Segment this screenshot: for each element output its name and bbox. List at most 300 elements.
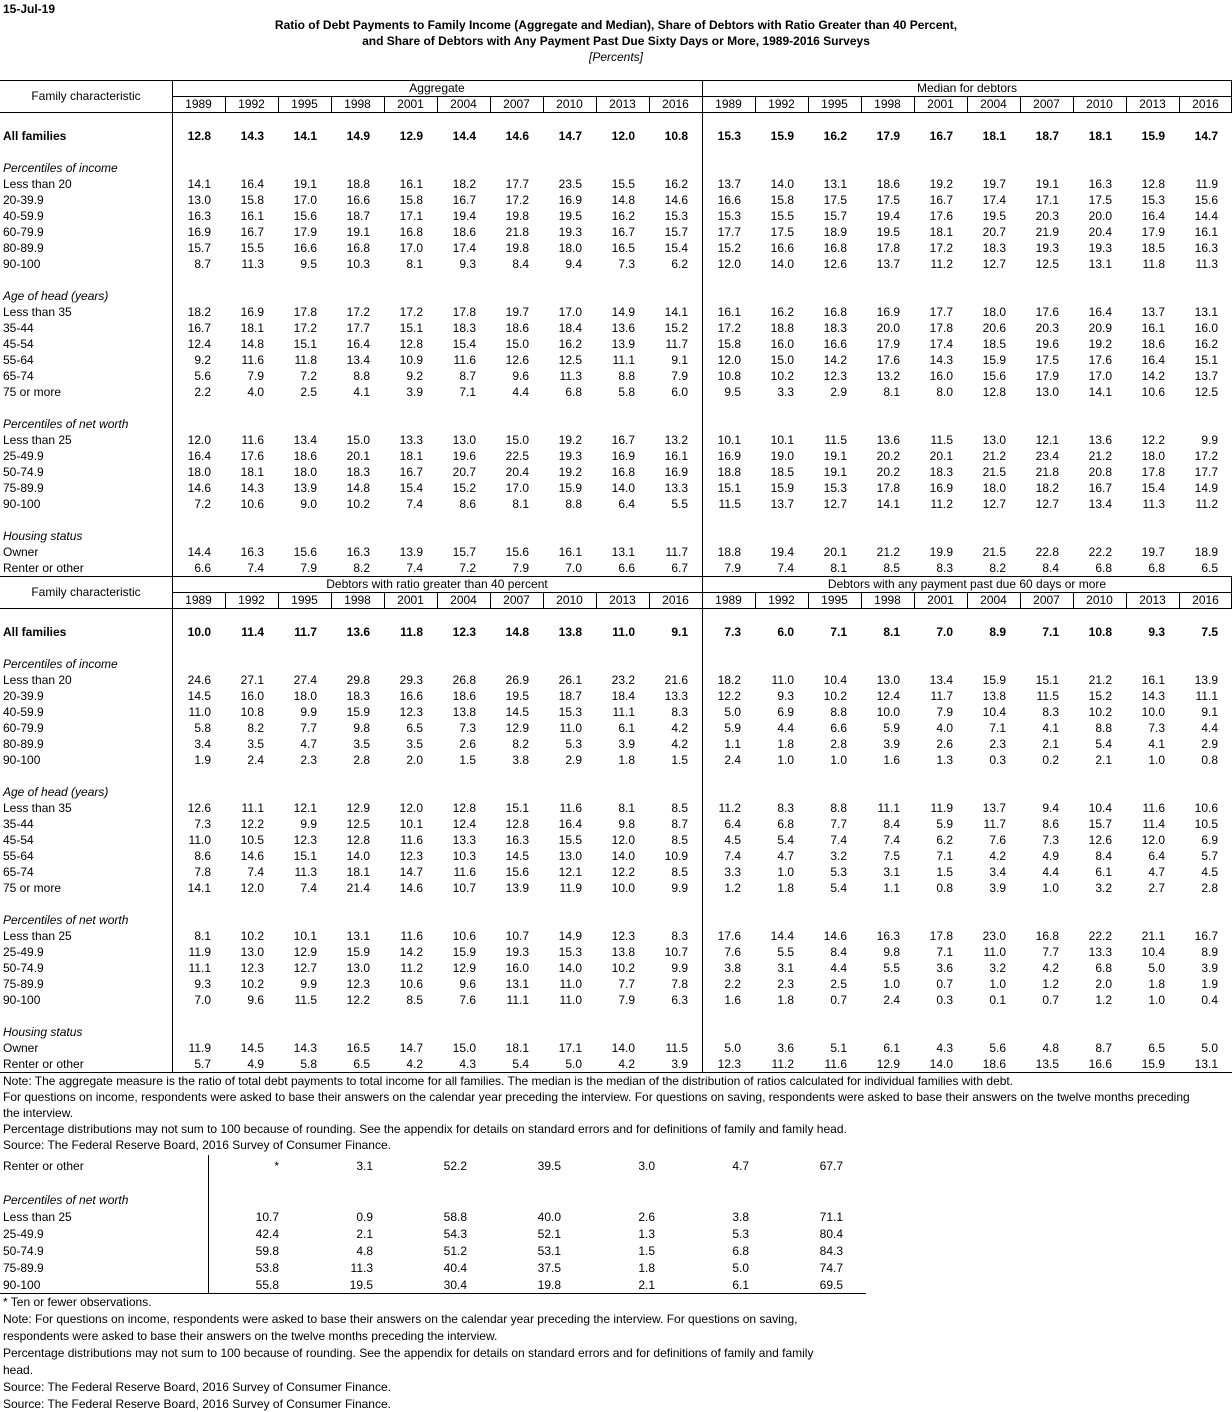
- data-cell: 12.1: [293, 801, 317, 815]
- data-cell: *: [274, 1159, 279, 1173]
- data-cell: 9.1: [1201, 705, 1218, 719]
- data-cell: 12.9: [876, 1057, 900, 1071]
- data-cell: 6.5: [1148, 1041, 1165, 1055]
- data-cell: 6.2: [936, 833, 953, 847]
- data-cell: 18.6: [1141, 337, 1165, 351]
- section-header: Housing status: [3, 1025, 83, 1039]
- data-cell: 13.7: [770, 497, 794, 511]
- data-cell: 2.9: [830, 385, 847, 399]
- data-cell: 19.1: [293, 177, 317, 191]
- year-header: 1992: [238, 97, 265, 111]
- data-cell: 18.8: [717, 465, 741, 479]
- data-cell: 19.3: [1035, 241, 1059, 255]
- data-cell: 8.5: [671, 801, 688, 815]
- data-cell: 4.2: [671, 721, 688, 735]
- data-cell: 19.8: [505, 209, 529, 223]
- data-cell: 12.0: [399, 801, 423, 815]
- data-cell: 27.4: [293, 673, 317, 687]
- data-cell: 8.1: [883, 385, 900, 399]
- data-cell: 1.2: [724, 881, 741, 895]
- data-cell: 15.5: [770, 209, 794, 223]
- year-header: 2016: [662, 97, 689, 111]
- data-cell: 3.5: [247, 737, 264, 751]
- row-label: 90-100: [3, 1278, 41, 1292]
- data-cell: 17.9: [293, 225, 317, 239]
- data-cell: 12.9: [452, 961, 476, 975]
- data-cell: 17.8: [452, 305, 476, 319]
- data-cell: 15.7: [452, 545, 476, 559]
- data-cell: 2.8: [1201, 881, 1218, 895]
- data-cell: 16.7: [929, 129, 953, 143]
- row-label: Less than 25: [3, 929, 72, 943]
- data-cell: 5.5: [671, 497, 688, 511]
- data-cell: 17.5: [1035, 353, 1059, 367]
- data-cell: 13.6: [876, 433, 900, 447]
- data-cell: 16.8: [611, 465, 635, 479]
- data-cell: 11.5: [294, 993, 317, 1007]
- data-cell: 8.2: [247, 721, 264, 735]
- data-cell: 21.2: [1088, 449, 1112, 463]
- data-cell: 14.4: [187, 545, 211, 559]
- year-header: 2016: [1192, 97, 1219, 111]
- data-cell: 18.8: [717, 545, 741, 559]
- data-cell: 1.1: [883, 881, 900, 895]
- data-cell: 4.7: [300, 737, 317, 751]
- data-cell: 16.0: [240, 689, 264, 703]
- data-cell: 14.7: [1194, 129, 1218, 143]
- data-cell: 16.3: [187, 209, 211, 223]
- data-cell: 3.9: [406, 385, 423, 399]
- data-cell: 8.9: [989, 625, 1006, 639]
- data-cell: 3.4: [194, 737, 211, 751]
- data-cell: 13.4: [346, 353, 370, 367]
- data-cell: 17.8: [929, 929, 953, 943]
- data-cell: 11.1: [612, 353, 635, 367]
- data-cell: 19.1: [346, 225, 370, 239]
- data-cell: 2.0: [1095, 977, 1112, 991]
- data-cell: 7.3: [724, 625, 741, 639]
- data-cell: 14.8: [611, 193, 635, 207]
- data-cell: 11.7: [983, 817, 1006, 831]
- data-cell: 8.8: [830, 801, 847, 815]
- data-cell: 12.2: [717, 689, 741, 703]
- data-cell: 6.1: [732, 1278, 749, 1292]
- data-cell: 13.0: [558, 849, 582, 863]
- data-cell: 6.8: [565, 385, 582, 399]
- data-cell: 7.9: [300, 561, 317, 575]
- data-cell: 14.0: [770, 177, 794, 191]
- data-cell: 19.8: [537, 1278, 561, 1292]
- data-cell: 18.1: [399, 449, 423, 463]
- data-cell: 10.6: [399, 977, 423, 991]
- data-cell: 21.5: [982, 545, 1006, 559]
- data-cell: 21.2: [982, 449, 1006, 463]
- footnote: Percentage distributions may not sum to 100 because of rounding. See the appendix for details on standard errors and for definitions of family and family head.: [3, 1122, 847, 1136]
- data-cell: 3.6: [936, 961, 953, 975]
- data-cell: 4.2: [618, 1057, 635, 1071]
- data-cell: 16.7: [240, 225, 264, 239]
- data-cell: 3.9: [618, 737, 635, 751]
- data-cell: 30.4: [443, 1278, 467, 1292]
- footnote: Source: The Federal Reserve Board, 2016 Survey of Consumer Finance.: [3, 1138, 391, 1152]
- data-cell: 19.5: [505, 689, 529, 703]
- data-cell: 14.2: [399, 945, 423, 959]
- data-cell: 16.8: [1035, 929, 1059, 943]
- data-cell: 3.9: [1201, 961, 1218, 975]
- data-cell: 22.5: [505, 449, 529, 463]
- data-cell: 1.0: [1148, 753, 1165, 767]
- data-cell: 8.6: [194, 849, 211, 863]
- data-cell: 12.4: [452, 817, 476, 831]
- data-cell: 17.2: [717, 321, 741, 335]
- data-cell: 7.9: [671, 369, 688, 383]
- data-cell: 19.3: [558, 449, 582, 463]
- data-cell: 11.8: [400, 625, 423, 639]
- data-cell: 14.7: [399, 865, 423, 879]
- data-cell: 18.3: [346, 465, 370, 479]
- data-cell: 13.4: [1088, 497, 1112, 511]
- table-title-line-1: Ratio of Debt Payments to Family Income (Aggregate and Median), Share of Debtors with Ratio Greater than 40 Percent,: [274, 18, 958, 32]
- data-cell: 12.3: [399, 849, 423, 863]
- data-cell: 18.3: [452, 321, 476, 335]
- data-cell: 21.9: [1035, 225, 1059, 239]
- data-cell: 19.3: [505, 945, 529, 959]
- data-cell: 11.5: [824, 433, 847, 447]
- data-cell: 2.9: [565, 753, 582, 767]
- row-label: Less than 20: [3, 673, 72, 687]
- data-cell: 14.5: [187, 689, 211, 703]
- data-cell: 4.4: [1201, 721, 1218, 735]
- data-cell: 4.1: [1148, 737, 1165, 751]
- data-cell: 11.3: [350, 1261, 373, 1275]
- data-cell: 16.2: [823, 129, 847, 143]
- data-cell: 1.5: [936, 865, 953, 879]
- row-label: 65-74: [3, 369, 34, 383]
- data-cell: 11.6: [400, 929, 423, 943]
- data-cell: 8.3: [671, 929, 688, 943]
- data-cell: 6.5: [1201, 561, 1218, 575]
- data-cell: 1.5: [638, 1244, 655, 1258]
- row-label: 90-100: [3, 257, 41, 271]
- data-cell: 10.2: [770, 369, 794, 383]
- data-cell: 11.8: [294, 353, 317, 367]
- data-cell: 16.4: [1141, 353, 1165, 367]
- data-cell: 20.1: [823, 545, 847, 559]
- year-header: 2007: [503, 97, 530, 111]
- data-cell: 10.4: [823, 673, 847, 687]
- data-cell: 0.2: [1042, 753, 1059, 767]
- data-cell: 6.4: [618, 497, 635, 511]
- year-header: 2007: [503, 593, 530, 607]
- data-cell: 17.1: [399, 209, 423, 223]
- data-cell: 5.0: [732, 1261, 749, 1275]
- data-cell: 18.6: [452, 225, 476, 239]
- data-cell: 6.6: [830, 721, 847, 735]
- data-cell: 51.2: [443, 1244, 467, 1258]
- data-cell: 12.2: [346, 993, 370, 1007]
- data-cell: 7.4: [406, 561, 423, 575]
- data-cell: 12.7: [823, 497, 847, 511]
- data-cell: 18.5: [982, 337, 1006, 351]
- data-cell: 14.8: [240, 337, 264, 351]
- data-cell: 11.0: [559, 721, 582, 735]
- data-cell: 19.0: [770, 449, 794, 463]
- data-cell: 9.2: [194, 353, 211, 367]
- data-cell: 11.0: [559, 993, 582, 1007]
- data-cell: 15.2: [1088, 689, 1112, 703]
- data-cell: 17.8: [876, 241, 900, 255]
- data-cell: 12.3: [611, 929, 635, 943]
- data-cell: 12.3: [346, 977, 370, 991]
- data-cell: 8.6: [459, 497, 476, 511]
- data-cell: 10.0: [187, 625, 211, 639]
- data-cell: 9.9: [671, 961, 688, 975]
- row-label: 45-54: [3, 337, 34, 351]
- data-cell: 9.5: [724, 385, 741, 399]
- data-cell: 8.2: [353, 561, 370, 575]
- data-cell: 11.6: [453, 353, 476, 367]
- data-cell: 11.6: [559, 801, 582, 815]
- data-cell: 20.0: [1088, 209, 1112, 223]
- data-cell: 12.0: [1141, 833, 1165, 847]
- data-cell: 13.2: [876, 369, 900, 383]
- data-cell: 10.3: [346, 257, 370, 271]
- data-cell: 4.9: [247, 1057, 264, 1071]
- footnote: Source: The Federal Reserve Board, 2016 Survey of Consumer Finance.: [3, 1397, 391, 1411]
- data-cell: 6.0: [671, 385, 688, 399]
- data-cell: 15.9: [346, 705, 370, 719]
- data-cell: 18.0: [293, 465, 317, 479]
- data-cell: 15.9: [982, 673, 1006, 687]
- data-cell: 6.1: [883, 1041, 900, 1055]
- data-cell: 14.6: [823, 929, 847, 943]
- data-cell: 10.7: [452, 881, 476, 895]
- section-header: Age of head (years): [3, 289, 109, 303]
- data-cell: 53.8: [255, 1261, 279, 1275]
- data-cell: 5.0: [565, 1057, 582, 1071]
- data-cell: 11.2: [771, 1057, 794, 1071]
- year-header: 2013: [1139, 593, 1166, 607]
- data-cell: 11.2: [930, 257, 953, 271]
- data-cell: 13.1: [505, 977, 529, 991]
- row-label: 55-64: [3, 849, 34, 863]
- data-cell: 8.4: [830, 945, 847, 959]
- data-cell: 15.4: [452, 337, 476, 351]
- row-label: Owner: [3, 1041, 39, 1055]
- data-cell: 14.3: [1141, 689, 1165, 703]
- data-cell: 1.5: [671, 753, 688, 767]
- data-cell: 19.2: [1088, 337, 1112, 351]
- data-cell: 15.0: [452, 1041, 476, 1055]
- data-cell: 13.1: [1088, 257, 1112, 271]
- data-cell: 2.4: [883, 993, 900, 1007]
- data-cell: 15.7: [664, 225, 688, 239]
- data-cell: 13.0: [876, 673, 900, 687]
- data-cell: 7.3: [618, 257, 635, 271]
- data-cell: 11.0: [188, 833, 211, 847]
- data-cell: 15.3: [823, 481, 847, 495]
- data-cell: 13.0: [452, 433, 476, 447]
- data-cell: 11.1: [241, 801, 264, 815]
- year-header: 2010: [1086, 593, 1113, 607]
- data-cell: 17.7: [505, 177, 529, 191]
- data-cell: 16.4: [1088, 305, 1112, 319]
- data-cell: 27.1: [240, 673, 264, 687]
- data-cell: 15.0: [346, 433, 370, 447]
- data-cell: 16.9: [611, 449, 635, 463]
- data-cell: 20.3: [1035, 321, 1059, 335]
- row-label: 40-59.9: [3, 209, 44, 223]
- data-cell: 14.1: [187, 177, 211, 191]
- data-cell: 24.6: [187, 673, 211, 687]
- year-header: 2004: [980, 97, 1007, 111]
- data-cell: 17.6: [1088, 353, 1112, 367]
- data-cell: 14.1: [187, 881, 211, 895]
- data-cell: 17.4: [452, 241, 476, 255]
- data-cell: 16.4: [346, 337, 370, 351]
- data-cell: 10.0: [876, 705, 900, 719]
- data-cell: 18.4: [558, 321, 582, 335]
- data-cell: 16.0: [1194, 321, 1218, 335]
- data-cell: 4.3: [459, 1057, 476, 1071]
- data-cell: 1.8: [777, 881, 794, 895]
- data-cell: 11.5: [930, 433, 953, 447]
- data-cell: 6.2: [671, 257, 688, 271]
- data-cell: 20.1: [346, 449, 370, 463]
- row-label: Less than 35: [3, 305, 72, 319]
- data-cell: 6.7: [671, 561, 688, 575]
- data-cell: 74.7: [819, 1261, 843, 1275]
- data-cell: 13.8: [452, 705, 476, 719]
- stub-header: Family characteristic: [31, 585, 141, 599]
- data-cell: 18.6: [876, 177, 900, 191]
- data-cell: 4.3: [936, 1041, 953, 1055]
- data-cell: 3.2: [830, 849, 847, 863]
- data-cell: 14.5: [505, 849, 529, 863]
- data-cell: 17.8: [1141, 465, 1165, 479]
- year-header: 2013: [1139, 97, 1166, 111]
- data-cell: 17.0: [505, 481, 529, 495]
- data-cell: 14.4: [452, 129, 476, 143]
- data-cell: 16.6: [770, 241, 794, 255]
- data-cell: 4.2: [989, 849, 1006, 863]
- data-cell: 14.1: [1088, 385, 1112, 399]
- data-cell: 18.0: [558, 241, 582, 255]
- data-cell: 15.9: [1141, 1057, 1165, 1071]
- data-cell: 3.5: [406, 737, 423, 751]
- data-cell: 15.1: [1194, 353, 1218, 367]
- data-cell: 10.2: [611, 961, 635, 975]
- data-cell: 1.5: [459, 753, 476, 767]
- row-label: 25-49.9: [3, 449, 44, 463]
- data-cell: 3.2: [1095, 881, 1112, 895]
- data-cell: 9.3: [1148, 625, 1165, 639]
- data-cell: 16.2: [770, 305, 794, 319]
- data-cell: 16.7: [399, 465, 423, 479]
- data-cell: 12.0: [717, 257, 741, 271]
- data-cell: 18.2: [452, 177, 476, 191]
- data-cell: 16.4: [240, 177, 264, 191]
- data-cell: 18.0: [187, 465, 211, 479]
- data-cell: 8.7: [1095, 1041, 1112, 1055]
- data-cell: 18.0: [982, 481, 1006, 495]
- data-cell: 11.5: [718, 497, 741, 511]
- data-cell: 1.8: [1148, 977, 1165, 991]
- column-group-header: Aggregate: [409, 81, 465, 95]
- year-header: 1998: [344, 97, 371, 111]
- data-cell: 11.7: [665, 545, 688, 559]
- data-cell: 52.1: [537, 1227, 561, 1241]
- data-cell: 18.7: [1035, 129, 1059, 143]
- data-cell: 11.1: [188, 961, 211, 975]
- data-cell: 14.3: [293, 1041, 317, 1055]
- data-cell: 7.6: [724, 945, 741, 959]
- data-cell: 6.9: [1201, 833, 1218, 847]
- data-cell: 5.9: [724, 721, 741, 735]
- rule-line: [0, 608, 1232, 609]
- data-cell: 16.6: [399, 689, 423, 703]
- data-cell: 2.3: [989, 737, 1006, 751]
- row-label: 25-49.9: [3, 1227, 44, 1241]
- data-cell: 14.7: [399, 1041, 423, 1055]
- data-cell: 12.3: [240, 961, 264, 975]
- data-cell: 14.6: [187, 481, 211, 495]
- data-cell: 14.3: [240, 481, 264, 495]
- data-cell: 17.0: [558, 305, 582, 319]
- data-cell: 11.1: [1195, 689, 1218, 703]
- data-cell: 11.6: [824, 1057, 847, 1071]
- data-cell: 2.1: [638, 1278, 655, 1292]
- data-cell: 11.4: [241, 625, 264, 639]
- footnote: For questions on income, respondents were asked to base their answers on the calendar year preceding the interview. For questions on saving, respondents were asked to base their answers on the twelve months preceding: [3, 1090, 1190, 1104]
- column-group-header: Debtors with ratio greater than 40 percent: [326, 577, 548, 591]
- row-label: Less than 25: [3, 433, 72, 447]
- data-cell: 16.0: [770, 337, 794, 351]
- data-cell: 16.2: [611, 209, 635, 223]
- data-cell: 8.2: [512, 737, 529, 751]
- data-cell: 15.1: [293, 337, 317, 351]
- data-cell: 6.6: [618, 561, 635, 575]
- data-cell: 15.3: [558, 705, 582, 719]
- data-cell: 16.4: [187, 449, 211, 463]
- row-label: Owner: [3, 545, 39, 559]
- data-cell: 58.8: [443, 1210, 467, 1224]
- data-cell: 18.4: [611, 689, 635, 703]
- data-cell: 29.3: [399, 673, 423, 687]
- data-cell: 12.8: [452, 801, 476, 815]
- row-label: 65-74: [3, 865, 34, 879]
- data-cell: 11.9: [1195, 177, 1218, 191]
- data-cell: 5.8: [618, 385, 635, 399]
- data-cell: 11.6: [241, 433, 264, 447]
- data-cell: 11.0: [983, 945, 1006, 959]
- data-cell: 14.8: [505, 625, 529, 639]
- data-cell: 10.2: [240, 977, 264, 991]
- data-cell: 12.1: [558, 865, 582, 879]
- data-cell: 19.5: [982, 209, 1006, 223]
- data-cell: 21.6: [664, 673, 688, 687]
- data-cell: 1.0: [1042, 881, 1059, 895]
- data-cell: 80.4: [819, 1227, 843, 1241]
- data-cell: 0.7: [1042, 993, 1059, 1007]
- data-cell: 7.9: [936, 705, 953, 719]
- data-cell: 6.5: [353, 1057, 370, 1071]
- data-cell: 12.0: [611, 129, 635, 143]
- data-cell: 14.2: [823, 353, 847, 367]
- data-cell: 52.2: [443, 1159, 467, 1173]
- data-cell: 17.6: [876, 353, 900, 367]
- data-cell: 23.2: [611, 673, 635, 687]
